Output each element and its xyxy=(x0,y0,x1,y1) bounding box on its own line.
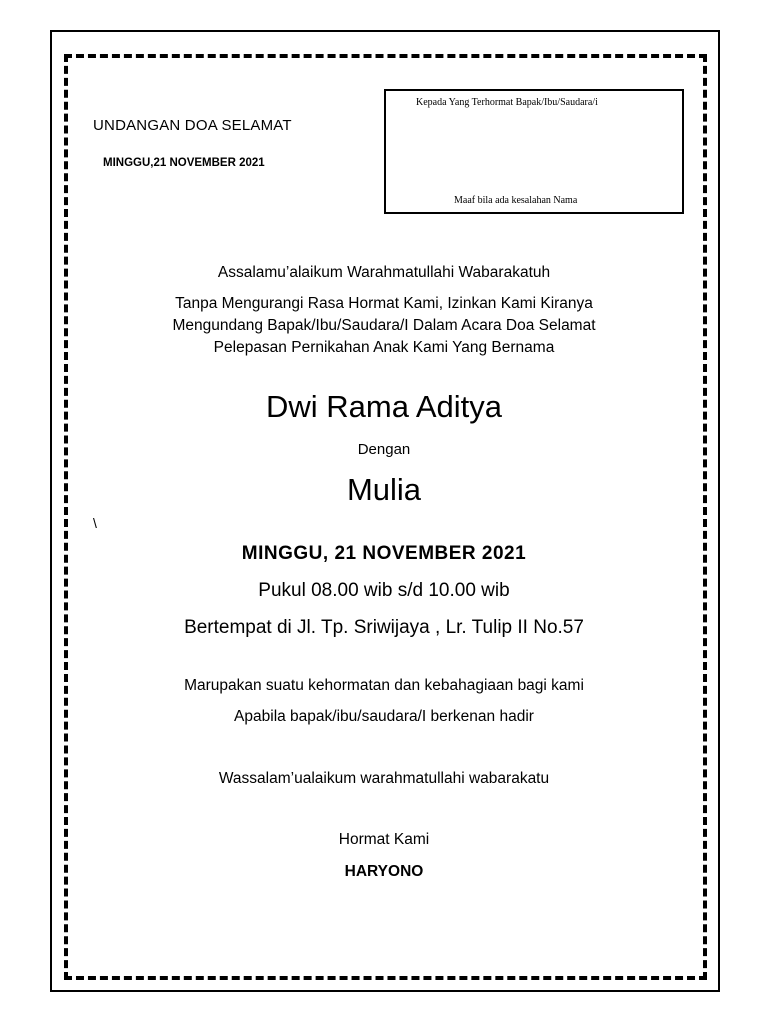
header-date: MINGGU,21 NOVEMBER 2021 xyxy=(103,157,265,169)
recipient-label: Kepada Yang Terhormat Bapak/Ibu/Saudara/i xyxy=(416,97,598,108)
event-time: Pukul 08.00 wib s/d 10.00 wib xyxy=(258,580,510,601)
stray-mark: \ xyxy=(93,515,97,531)
honor-line-1: Marupakan suatu kehormatan dan kebahagiaan bagi kami xyxy=(184,677,584,694)
bride-name: Mulia xyxy=(346,472,422,507)
regards-text: Hormat Kami xyxy=(338,831,430,848)
groom-name: Dwi Rama Aditya xyxy=(265,389,503,424)
paragraph-line-3: Pelepasan Pernikahan Anak Kami Yang Bernama xyxy=(213,339,555,356)
name-apology-note: Maaf bila ada kesalahan Nama xyxy=(454,195,578,206)
invitation-paragraph xyxy=(0,293,768,359)
event-date: MINGGU, 21 NOVEMBER 2021 xyxy=(241,543,527,564)
honor-line-2: Apabila bapak/ibu/saudara/I berkenan hadir xyxy=(234,708,534,725)
event-venue: Bertempat di Jl. Tp. Sriwijaya , Lr. Tulip II No.57 xyxy=(184,617,584,638)
paragraph-line-2: Mengundang Bapak/Ibu/Saudara/I Dalam Acara Doa Selamat xyxy=(172,317,596,334)
closing-greeting: Wassalam’ualaikum warahmatullahi wabarakatu xyxy=(218,770,550,787)
signer-name: HARYONO xyxy=(344,863,424,880)
invitation-title: UNDANGAN DOA SELAMAT xyxy=(93,117,292,134)
opening-greeting: Assalamu’alaikum Warahmatullahi Wabarakatuh xyxy=(217,264,551,281)
recipient-box xyxy=(384,89,684,214)
paragraph-line-1: Tanpa Mengurangi Rasa Hormat Kami, Izinkan Kami Kiranya xyxy=(175,295,593,312)
connector-text: Dengan xyxy=(357,441,411,458)
